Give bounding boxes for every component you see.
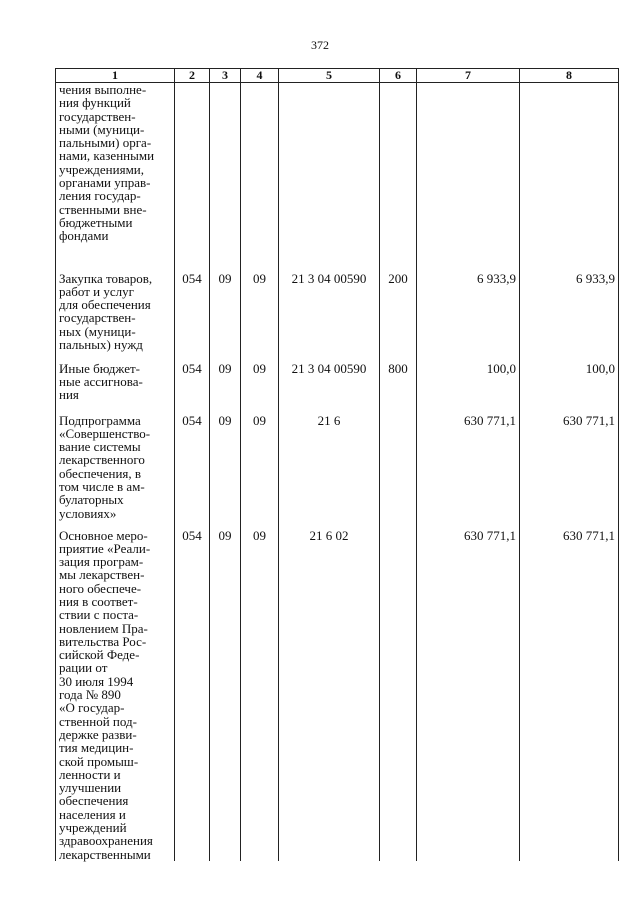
row-subsection: 09 [241, 272, 279, 362]
table-row [56, 414, 619, 529]
header-row [56, 69, 619, 83]
row-code [175, 83, 210, 272]
budget-table [55, 68, 619, 861]
row-target: 21 6 02 [279, 529, 380, 861]
header-col-4: 4 [241, 69, 279, 83]
row-target: 21 3 04 00590 [279, 362, 380, 414]
row-subsection [241, 83, 279, 272]
row-amount-total: 100,0 [417, 362, 520, 414]
row-section: 09 [210, 362, 241, 414]
row-section [210, 83, 241, 272]
row-amount-reg: 100,0 [520, 362, 619, 414]
row-name: Подпрограмма «Совершенство- вание системы лекарственного обеспечения, в том числе в ам- булаторных условиях» [56, 414, 175, 529]
header-col-5: 5 [279, 69, 380, 83]
row-type: 200 [380, 272, 417, 362]
row-code: 054 [175, 529, 210, 861]
row-type: 800 [380, 362, 417, 414]
row-amount-reg [520, 83, 619, 272]
row-subsection: 09 [241, 529, 279, 861]
row-name: Основное меро- приятие «Реали- зация програм- мы лекарствен- ного обеспече- ния в соответ- ствии с поста- новлением Пра- вительства Рос- сийской Феде- рации от 30 июля 1994 года № 890 «О государ- ственной под- держке разви- тия медицин- ской промыш- ленности и улучшении обеспечения населения и учреждений здравоохранения лекарственными [56, 529, 175, 861]
row-subsection: 09 [241, 414, 279, 529]
header-col-1: 1 [56, 69, 175, 83]
table-row [56, 83, 619, 272]
table-row [56, 272, 619, 362]
row-target: 21 3 04 00590 [279, 272, 380, 362]
header-col-7: 7 [417, 69, 520, 83]
row-section: 09 [210, 414, 241, 529]
header-col-2: 2 [175, 69, 210, 83]
row-target: 21 6 [279, 414, 380, 529]
row-code: 054 [175, 362, 210, 414]
row-type [380, 529, 417, 861]
row-name: Закупка товаров, работ и услуг для обеспечения государствен- ных (муници- пальных) нужд [56, 272, 175, 362]
row-amount-total: 630 771,1 [417, 529, 520, 861]
page-number: 372 [311, 38, 329, 52]
row-name: Иные бюджет- ные ассигнова- ния [56, 362, 175, 414]
row-code: 054 [175, 414, 210, 529]
table-row [56, 362, 619, 414]
table-row [56, 529, 619, 861]
row-amount-reg: 630 771,1 [520, 529, 619, 861]
row-section: 09 [210, 272, 241, 362]
row-amount-total [417, 83, 520, 272]
header-col-8: 8 [520, 69, 619, 83]
header-col-6: 6 [380, 69, 417, 83]
header-col-3: 3 [210, 69, 241, 83]
row-amount-total: 630 771,1 [417, 414, 520, 529]
row-subsection: 09 [241, 362, 279, 414]
row-code: 054 [175, 272, 210, 362]
row-amount-total: 6 933,9 [417, 272, 520, 362]
row-type [380, 414, 417, 529]
row-amount-reg: 6 933,9 [520, 272, 619, 362]
row-section: 09 [210, 529, 241, 861]
row-target [279, 83, 380, 272]
row-name: чения выполне- ния функций государствен- ными (муници- пальными) орга- нами, казенными учреждениями, органами управ- ления государ- ственными вне- бюджетными фондами [56, 83, 175, 272]
row-amount-reg: 630 771,1 [520, 414, 619, 529]
row-type [380, 83, 417, 272]
